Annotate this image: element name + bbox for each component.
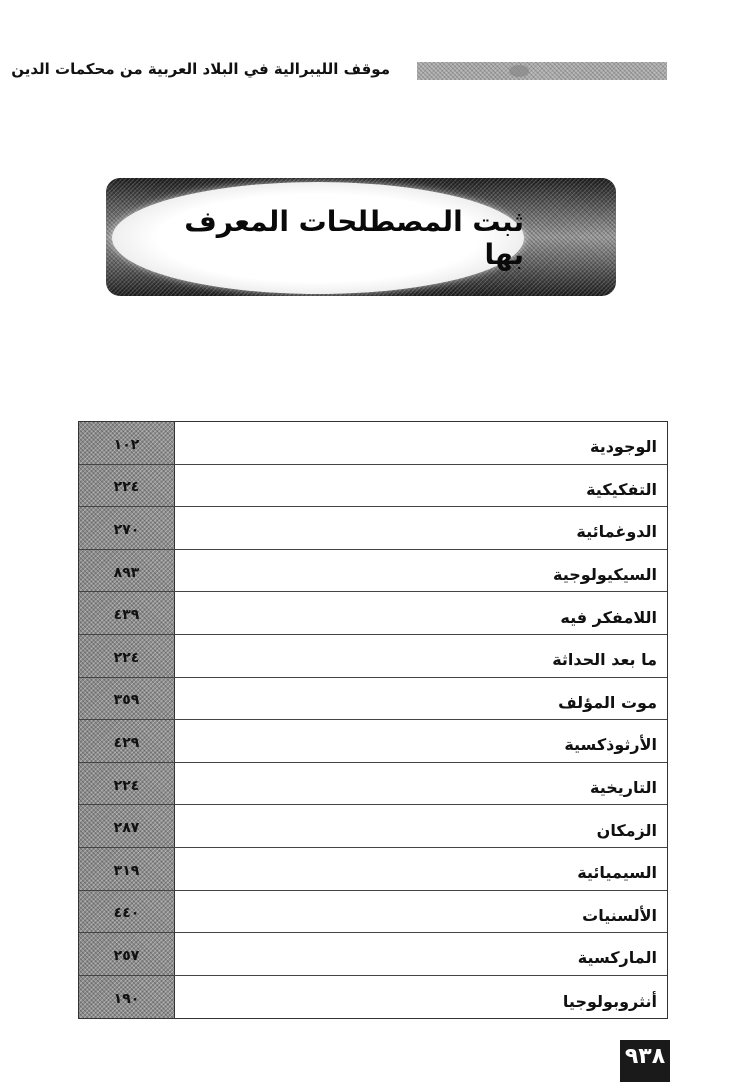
band-ornament [509, 65, 529, 77]
term-cell: السيميائية [577, 863, 657, 883]
page-number-cell: ٣١٩ [79, 848, 175, 890]
term-cell: اللامفكر فيه [560, 607, 657, 627]
header-decorative-band [417, 62, 667, 80]
terms-index-table [78, 421, 668, 1019]
running-header [11, 58, 667, 84]
page-number-cell: ١٠٢ [79, 422, 175, 464]
page-number-cell: ٢٧٠ [79, 507, 175, 549]
term-cell: الزمكان [596, 820, 657, 840]
table-row [79, 465, 667, 508]
table-row [79, 720, 667, 763]
table-row [79, 763, 667, 806]
table-row [79, 678, 667, 721]
page-number: ٩٣٨ [620, 1040, 670, 1082]
page-number-cell: ٢٨٧ [79, 805, 175, 847]
page-number-cell: ٣٥٩ [79, 678, 175, 720]
term-cell: الألسنيات [582, 905, 657, 925]
table-row [79, 933, 667, 976]
table-row [79, 635, 667, 678]
page-number-cell: ١٩٠ [79, 976, 175, 1019]
page-title: ثبت المصطلحات المعرف بها [184, 205, 524, 271]
page-number-cell: ٢٢٤ [79, 635, 175, 677]
title-banner [106, 178, 616, 296]
page-number-cell: ٤٣٩ [79, 592, 175, 634]
term-cell: الوجودية [589, 437, 657, 457]
term-cell: أنثروبولوجيا [562, 991, 657, 1011]
term-cell: الدوغمائية [576, 522, 657, 542]
term-cell: التاريخية [589, 778, 657, 798]
table-row [79, 891, 667, 934]
table-row [79, 507, 667, 550]
table-row [79, 592, 667, 635]
page-number-cell: ٢٢٤ [79, 465, 175, 507]
page-number-cell: ٢٥٧ [79, 933, 175, 975]
term-cell: التفكيكية [586, 479, 657, 499]
table-row [79, 550, 667, 593]
table-row [79, 848, 667, 891]
table-row [79, 805, 667, 848]
page-number-cell: ٢٢٤ [79, 763, 175, 805]
table-row [79, 976, 667, 1019]
term-cell: السيكيولوجية [553, 565, 657, 585]
running-header-title: موقف الليبرالية في البلاد العربية من محكمات الدين [11, 60, 390, 78]
term-cell: موت المؤلف [558, 692, 657, 712]
page-number-cell: ٤٢٩ [79, 720, 175, 762]
term-cell: الأرثوذكسية [564, 735, 657, 755]
term-cell: ما بعد الحداثة [552, 650, 657, 670]
term-cell: الماركسية [577, 948, 657, 968]
page-number-cell: ٨٩٣ [79, 550, 175, 592]
table-row [79, 422, 667, 465]
page-number-cell: ٤٤٠ [79, 891, 175, 933]
